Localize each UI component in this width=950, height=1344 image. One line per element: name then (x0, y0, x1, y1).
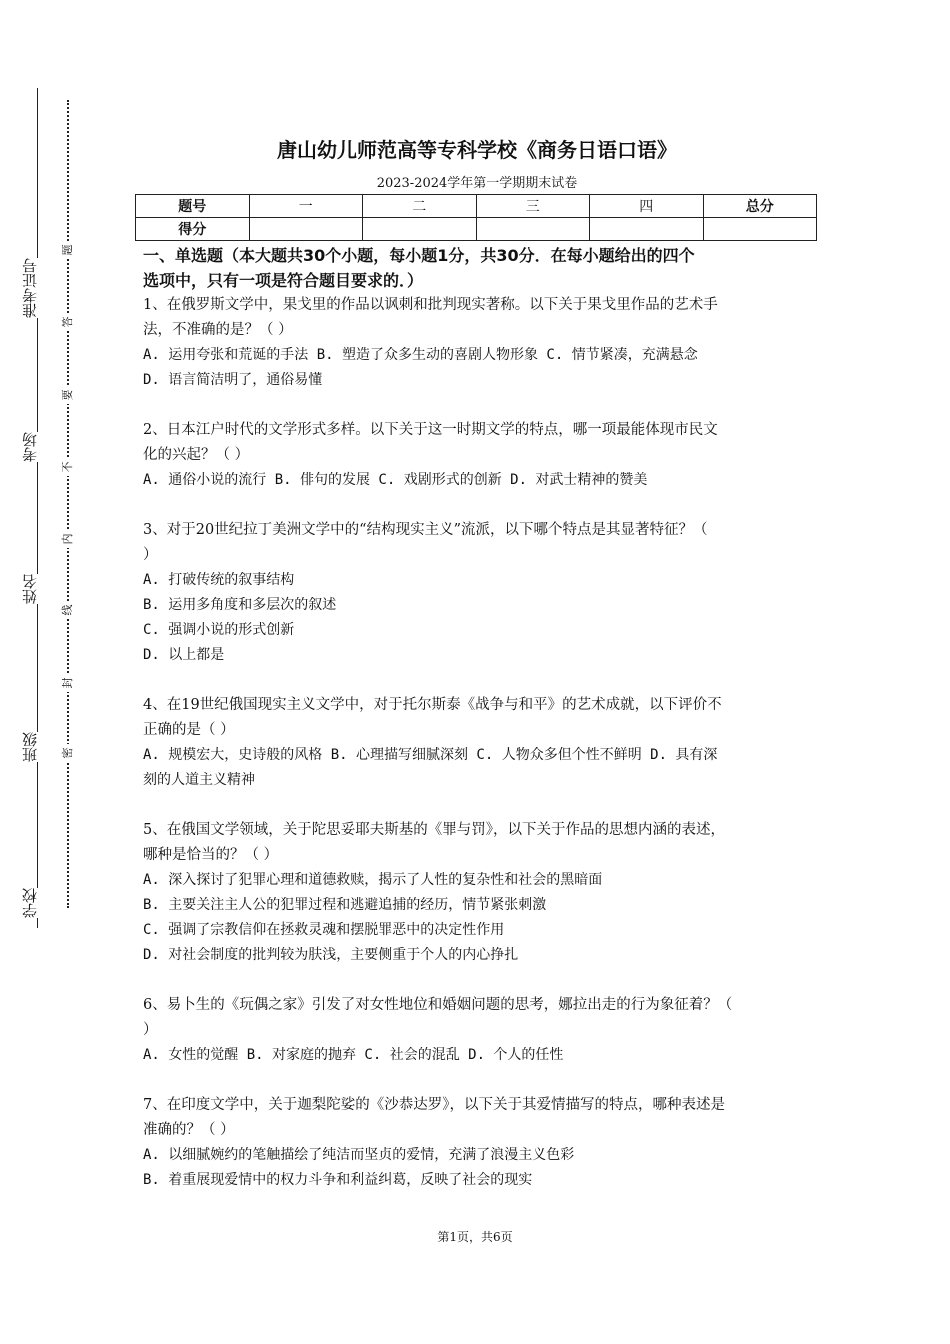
question-stem-line: 准确的？（ ） (143, 1122, 235, 1138)
question-7 (143, 1093, 811, 1193)
section-heading-line: 一、单选题（本大题共30个小题，每小题1分，共30分．在每小题给出的四个 (143, 246, 695, 265)
score-row-label: 得分 (136, 218, 250, 241)
score-cell[interactable] (363, 218, 477, 241)
question-options: A. 女性的觉醒 B. 对家庭的抛弃 C. 社会的混乱 D. 个人的任性 (143, 1047, 564, 1063)
question-stem-line: 正确的是（ ） (143, 722, 235, 738)
score-table-header-row (136, 195, 817, 218)
score-header-cell: 总分 (703, 195, 817, 218)
option-c: C. 强调小说的形式创新 (143, 622, 295, 638)
question-stem-line: 4、在19世纪俄国现实主义文学中，对于托尔斯泰《战争与和平》的艺术成就，以下评价不 (143, 697, 722, 713)
seal-char: 线 (61, 601, 75, 619)
question-stem-line: 哪种是恰当的？（ ） (143, 847, 279, 863)
score-cell[interactable] (590, 218, 704, 241)
seal-char: 答 (61, 313, 75, 331)
question-3 (143, 518, 811, 668)
question-stem-line: 2、日本江户时代的文学形式多样。以下关于这一时期文学的特点，哪一项最能体现市民文 (143, 422, 718, 438)
exam-room-label: 考场 (22, 432, 52, 462)
score-header-cell: 四 (590, 195, 704, 218)
score-header-cell: 三 (476, 195, 590, 218)
option-a: A. 深入探讨了犯罪心理和道德救赎，揭示了人性的复杂性和社会的黑暗面 (143, 872, 603, 888)
binding-solid-line (37, 88, 38, 928)
binding-margin (0, 0, 120, 1344)
exam-number-label: 准考证号 (22, 258, 52, 318)
class-label: 班级 (22, 732, 52, 762)
section-heading (143, 243, 811, 293)
question-options: A. 运用夸张和荒诞的手法 B. 塑造了众多生动的喜剧人物形象 C. 情节紧凑，充满悬念 (143, 347, 698, 363)
question-stem-line: 6、易卜生的《玩偶之家》引发了对女性地位和婚姻问题的思考，娜拉出走的行为象征着？（ (143, 997, 733, 1013)
page-footer: 第1页，共6页 (437, 1230, 513, 1244)
question-5 (143, 818, 811, 968)
question-stem-line: 化的兴起？（ ） (143, 447, 250, 463)
seal-char: 密 (61, 744, 75, 762)
option-b: B. 主要关注主人公的犯罪过程和逃避追捕的经历，情节紧张刺激 (143, 897, 547, 913)
option-d: D. 以上都是 (143, 647, 225, 663)
option-b: B. 运用多角度和多层次的叙述 (143, 597, 337, 613)
name-label: 姓名 (22, 574, 52, 604)
exam-body (143, 128, 811, 1193)
exam-title: 唐山幼儿师范高等专科学校《商务日语口语》 (277, 138, 677, 162)
question-stem-line: 7、在印度文学中，关于迦梨陀娑的《沙恭达罗》，以下关于其爱情描写的特点，哪种表述是 (143, 1097, 725, 1113)
question-stem-line: 1、在俄罗斯文学中，果戈里的作品以讽刺和批判现实著称。以下关于果戈里作品的艺术手 (143, 297, 718, 313)
seal-dotted-line (67, 100, 69, 908)
question-options: A. 通俗小说的流行 B. 俳句的发展 C. 戏剧形式的创新 D. 对武士精神的赞美 (143, 472, 648, 488)
school-label: 学校 (22, 888, 52, 918)
option-a: A. 以细腻婉约的笔触描绘了纯洁而坚贞的爱情，充满了浪漫主义色彩 (143, 1147, 575, 1163)
score-header-cell: 二 (363, 195, 477, 218)
score-header-cell: 一 (249, 195, 363, 218)
question-1 (143, 293, 811, 393)
question-stem-line: 5、在俄国文学领域，关于陀思妥耶夫斯基的《罪与罚》，以下关于作品的思想内涵的表述， (143, 822, 725, 838)
score-cell[interactable] (476, 218, 590, 241)
question-options: 刻的人道主义精神 (143, 772, 255, 788)
question-stem-line: 3、对于20世纪拉丁美洲文学中的“结构现实主义”流派，以下哪个特点是其显著特征？（ (143, 522, 708, 538)
seal-char: 题 (61, 241, 75, 259)
option-d: D. 对社会制度的批判较为肤浅，主要侧重于个人的内心挣扎 (143, 947, 519, 963)
option-c: C. 强调了宗教信仰在拯救灵魂和摆脱罪恶中的决定性作用 (143, 922, 505, 938)
section-heading-line: 选项中，只有一项是符合题目要求的．） (143, 271, 424, 290)
score-cell[interactable] (703, 218, 817, 241)
question-2 (143, 418, 811, 493)
seal-char: 内 (61, 530, 75, 548)
seal-char: 要 (61, 386, 75, 404)
score-header-cell: 题号 (136, 195, 250, 218)
seal-char: 封 (61, 674, 75, 692)
question-4 (143, 693, 811, 793)
score-table (135, 194, 817, 241)
question-stem-line: 法，不准确的是？（ ） (143, 322, 293, 338)
question-stem-line: ） (143, 1022, 158, 1038)
option-b: B. 着重展现爱情中的权力斗争和利益纠葛，反映了社会的现实 (143, 1172, 533, 1188)
score-cell[interactable] (249, 218, 363, 241)
question-options: A. 规模宏大，史诗般的风格 B. 心理描写细腻深刻 C. 人物众多但个性不鲜明 D. 具有深 (143, 747, 718, 763)
question-stem-line: ） (143, 547, 158, 563)
option-a: A. 打破传统的叙事结构 (143, 572, 295, 588)
score-table-score-row (136, 218, 817, 241)
seal-char: 不 (61, 458, 75, 476)
question-options: D. 语言简洁明了，通俗易懂 (143, 372, 323, 388)
question-6 (143, 993, 811, 1068)
exam-subtitle: 2023-2024学年第一学期期末试卷 (376, 176, 578, 191)
